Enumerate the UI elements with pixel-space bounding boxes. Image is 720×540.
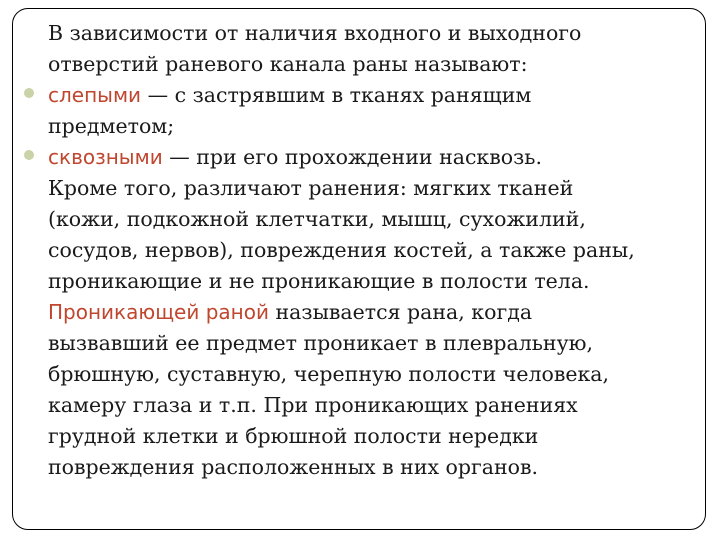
paragraph-line: грудной клетки и брюшной полости нередки [48, 424, 539, 448]
slide-body-text [0, 18, 700, 483]
bullet-text: — с застрявшим в тканях ранящим [141, 83, 532, 107]
definition-text: называется рана, когда [268, 300, 533, 324]
bullet-item-blind [0, 80, 700, 111]
paragraph-line: сосудов, нервов), повреждения костей, а также раны, [48, 238, 635, 262]
bullet-dot-icon [24, 150, 34, 160]
paragraph-line: повреждения расположенных в них органов. [48, 455, 539, 479]
term-penetrating-wound: Проникающей раной [48, 300, 269, 324]
bullet-text: — при его прохождении насквозь. [162, 145, 542, 169]
bullet-item-through [0, 142, 700, 173]
paragraph-line: камеру глаза и т.п. При проникающих ранениях [48, 393, 578, 417]
paragraph-line: вызвавший ее предмет проникает в плевральную, [48, 331, 594, 355]
paragraph-line: проникающие и не проникающие в полости тела. [48, 269, 590, 293]
intro-line: отверстий раневого канала раны называют: [48, 52, 528, 76]
bullet-continuation: предметом; [48, 114, 175, 138]
paragraph-line: Кроме того, различают ранения: мягких тканей [48, 176, 574, 200]
bullet-dot-icon [24, 88, 34, 98]
term-blind: слепыми [48, 83, 142, 107]
term-through: сквозными [48, 145, 163, 169]
paragraph-line: (кожи, подкожной клетчатки, мышц, сухожилий, [48, 207, 586, 231]
penetrating-definition-line [0, 297, 700, 328]
paragraph-line: брюшную, суставную, черепную полости человека, [48, 362, 610, 386]
intro-line: В зависимости от наличия входного и выходного [48, 21, 582, 45]
